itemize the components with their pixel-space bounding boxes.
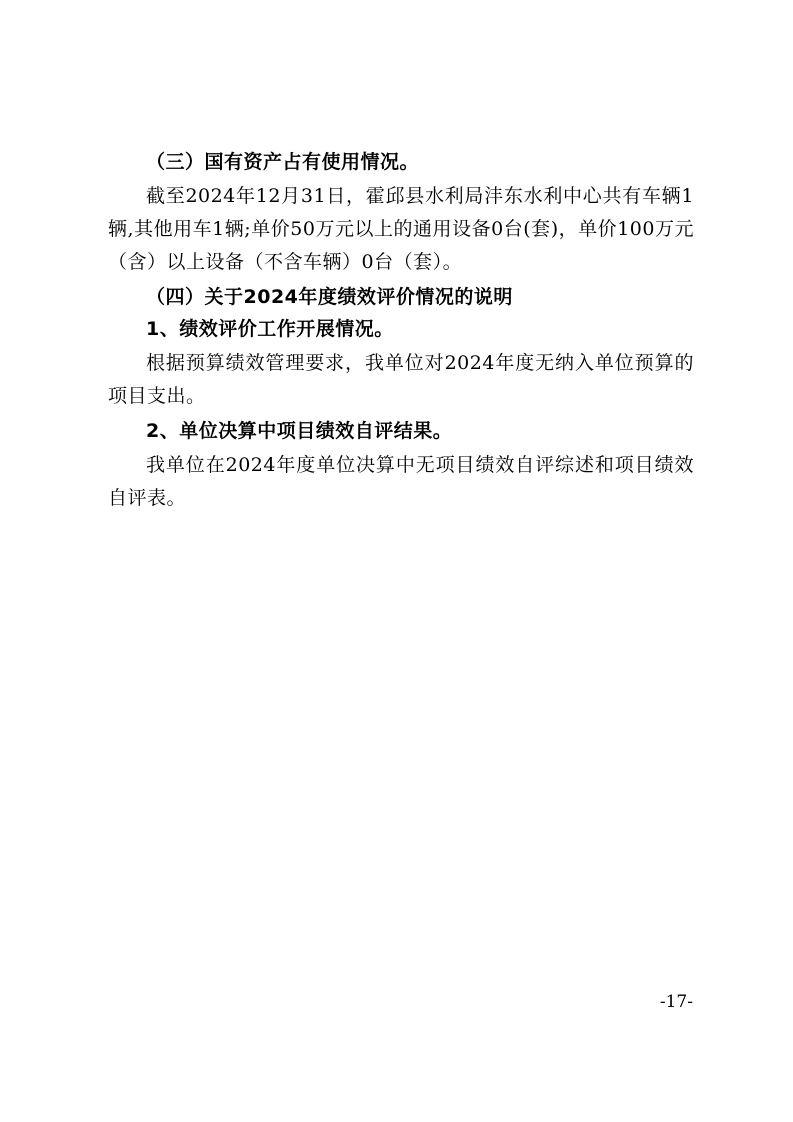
paragraph-evaluation-work: 根据预算绩效管理要求，我单位对2024年度无纳入单位预算的项目支出。 (108, 352, 694, 407)
page-number: -17- (659, 992, 693, 1012)
subheading-self-evaluation: 2、单位决算中项目绩效自评结果。 (146, 420, 453, 442)
document-body (108, 146, 694, 517)
section-heading-performance: （四）关于2024年度绩效评价情况的说明 (146, 286, 513, 308)
paragraph-assets: 截至2024年12月31日，霍邱县水利局沣东水利中心共有车辆1辆,其他用车1辆;单价50万元以上的通用设备0台(套)，单价100万元（含）以上设备（不含车辆）0台（套）。 (108, 185, 694, 273)
paragraph-self-evaluation: 我单位在2024年度单位决算中无项目绩效自评综述和项目绩效自评表。 (108, 454, 694, 509)
section-heading-assets: （三）国有资产占有使用情况。 (146, 151, 420, 173)
subheading-evaluation-work: 1、绩效评价工作开展情况。 (146, 318, 394, 340)
